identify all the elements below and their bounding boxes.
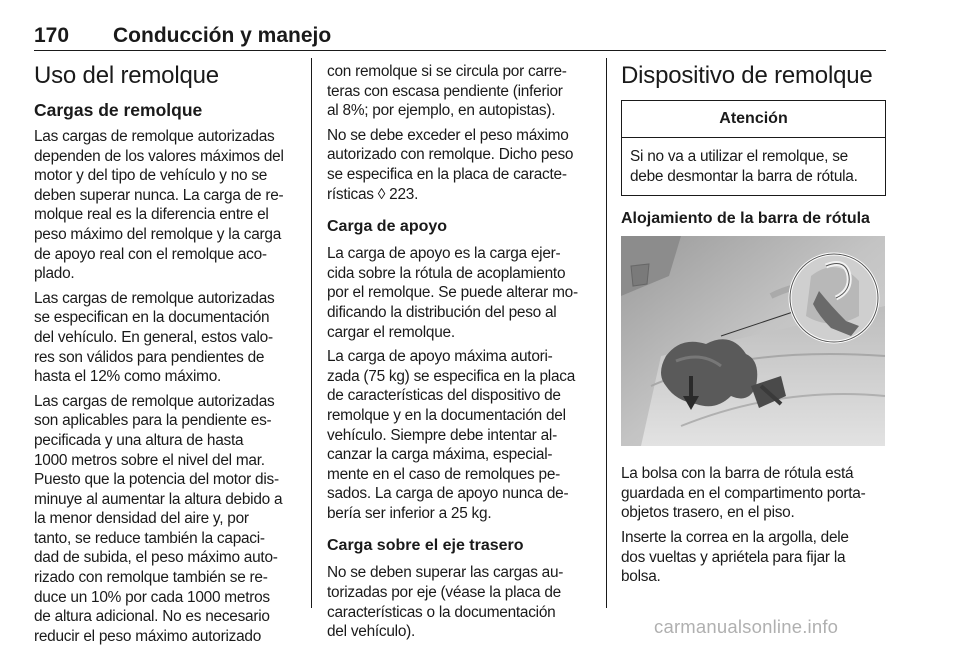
section-title: Dispositivo de remolque bbox=[621, 62, 873, 89]
attention-text: Si no va a utilizar el remolque, se debe desmontar la barra de rótula. bbox=[630, 148, 858, 185]
column-divider bbox=[311, 58, 312, 608]
subheading-alojamiento: Alojamiento de la barra de rótula bbox=[621, 210, 870, 228]
paragraph: La bolsa con la barra de rótula está guardada en el compartimento porta- objetos trasero, en el piso. bbox=[621, 465, 866, 522]
paragraph: No se debe exceder el peso máximo autorizado con remolque. Dicho peso se especifica en la placa de caracte- rísticas ◊ 223. bbox=[327, 126, 574, 203]
attention-title: Atención bbox=[622, 101, 885, 138]
subsection-title: Cargas de remolque bbox=[34, 100, 203, 120]
paragraph: Inserte la correa en la argolla, dele dos vueltas y apriétela para fijar la bolsa. bbox=[621, 528, 849, 586]
heading-carga-eje: Carga sobre el eje trasero bbox=[327, 537, 524, 555]
column-middle bbox=[327, 62, 591, 647]
column-divider bbox=[606, 58, 607, 608]
paragraph: Las cargas de remolque autorizadas dependen de los valores máximos del motor y del tipo de vehículo y no se deben superar nunca. La carga de re- molque real es la diferencia entre el peso máximo del remolque y la carga de apoyo real con el remolque aco- plado. bbox=[34, 128, 284, 283]
attention-box bbox=[621, 100, 886, 196]
tow-bar-storage-illustration bbox=[621, 236, 885, 446]
page-header bbox=[34, 24, 886, 51]
column-left bbox=[34, 62, 298, 651]
column-right bbox=[621, 62, 886, 592]
section-title: Uso del remolque bbox=[34, 62, 219, 89]
paragraph: con remolque si se circula por carre- teras con escasa pendiente (inferior al 8%; por ejemplo, en autopistas). bbox=[327, 63, 567, 120]
paragraph: La carga de apoyo máxima autori- zada (75 kg) se especifica en la placa de características del dispositivo de remolque y en la documentación del vehículo. Siempre debe intentar al- canzar la carga máxima, especial- mente en el caso de remolques pe- sados. La carga de apoyo nunca de- bería ser inferior a 25 kg. bbox=[327, 348, 576, 522]
page-number: 170 bbox=[34, 24, 70, 47]
paragraph: Las cargas de remolque autorizadas se especifican en la documentación del vehículo. En general, estos valo- res son válidos para pendientes de hasta el 12% como máximo. bbox=[34, 289, 275, 386]
paragraph: La carga de apoyo es la carga ejer- cida sobre la rótula de acoplamiento por el remolque. Se puede alterar mo- dificando la distribución del peso al cargar el remolque. bbox=[327, 245, 578, 341]
paragraph: Las cargas de remolque autorizadas son aplicables para la pendiente es- pecificada y una altura de hasta 1000 metros sobre el nivel del mar. Puesto que la potencia del motor dis- minuye al aumentar la altura debido a la menor densidad del aire y, por tanto, se reduce también la capaci- dad de subida, el peso máximo auto- rizado con remolque también se re- duce un 10% por cada 1000 metros de altura adicional. No es necesario reducir el peso máximo autorizado bbox=[34, 392, 283, 645]
watermark: carmanualsonline.info bbox=[654, 616, 839, 637]
chapter-title: Conducción y manejo bbox=[113, 24, 332, 47]
heading-carga-apoyo: Carga de apoyo bbox=[327, 218, 448, 236]
paragraph: No se deben superar las cargas au- torizadas por eje (véase la placa de características o la documentación del vehículo). bbox=[327, 564, 564, 641]
